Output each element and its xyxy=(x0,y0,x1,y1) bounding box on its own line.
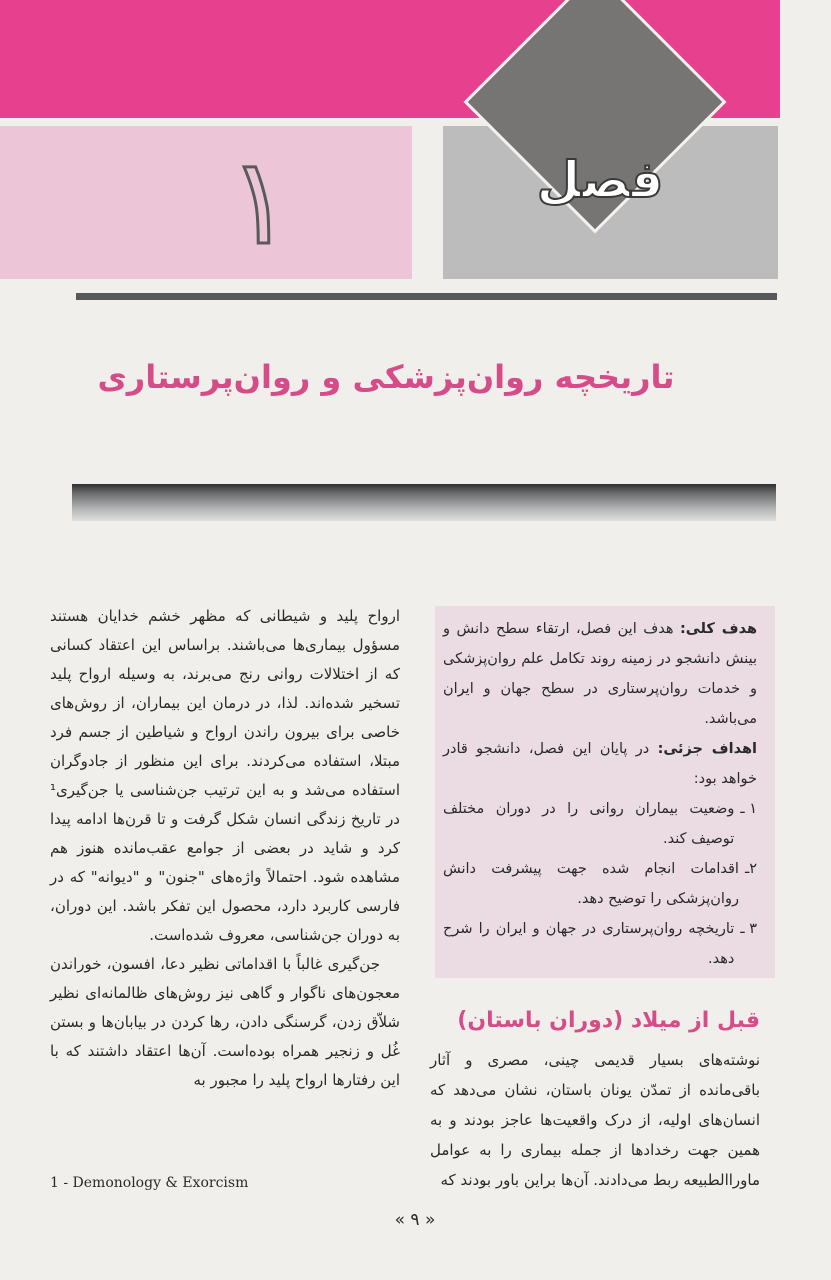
chapter-label: فصل xyxy=(536,151,664,209)
objective-item xyxy=(443,914,757,974)
objective-item-text: تاریخچه روان‌پرستاری در جهان و ایران را شرح دهد. xyxy=(443,921,735,967)
objective-item xyxy=(443,794,757,854)
objective-item-text: وضعیت بیماران روانی را در دوران مختلف توصیف کند. xyxy=(443,801,735,847)
objective-item-number: ۱ ـ xyxy=(740,801,757,817)
specific-objectives xyxy=(443,734,757,794)
body-paragraph: جن‌گیری غالباً با اقداماتی نظیر دعا، افسون، خوراندن معجون‌های ناگوار و گاهی نیز روش‌های ظالمانه‌ای نظیر شلاّق زدن، گرسنگی دادن، رها کردن در بیابان‌ها و بستن غُل و زنجیر همراه بوده‌است. آن‌ها اعتقاد داشتند که با این رفتارها ارواح پلید را مجبور به xyxy=(50,955,400,1089)
general-objective-text: هدف این فصل، ارتقاء سطح دانش و بینش دانشجو در زمینه روند تکامل علم روان‌پزشکی و خدمات روان‌پرستاری در سطح جهان و ایران می‌باشد. xyxy=(443,621,757,727)
chapter-number: ۱ xyxy=(227,132,293,272)
section-heading: قبل از میلاد (دوران باستان) xyxy=(457,1008,760,1033)
title-rule-bottom xyxy=(72,484,776,521)
chapter-title: تاریخچه روان‌پزشکی و روان‌پرستاری xyxy=(97,358,675,396)
objective-item-number: ۲ـ xyxy=(744,861,757,877)
specific-objectives-label: اهداف جزئی: xyxy=(657,741,757,757)
footnote: 1 - Demonology & Exorcism xyxy=(50,1175,249,1191)
general-objective xyxy=(443,614,757,734)
objective-item xyxy=(443,854,757,914)
specific-objectives-intro: در پایان این فصل، دانشجو قادر خواهد بود: xyxy=(443,741,757,787)
objective-item-text: اقدامات انجام شده جهت پیشرفت دانش روان‌پزشکی را توضیح دهد. xyxy=(443,861,739,907)
title-rule-top xyxy=(76,293,777,300)
page-number: « ۹ » xyxy=(394,1210,436,1230)
body-paragraph: ارواح پلید و شیطانی که مظهر خشم خدایان هستند مسؤول بیماری‌ها می‌باشند. براساس این اعتقاد کسانی که از اختلالات روانی رنج می‌برند، به وسیله ارواح پلید تسخیر شده‌اند. لذا، در درمان این بیماران، از روش‌های خاصی برای بیرون راندن ارواح و شیاطین از جسم فرد مبتلا، استفاده می‌کردند. برای این منظور از جادوگران استفاده می‌شد و به این ترتیب جن‌شناسی یا جن‌گیری¹ در تاریخ زندگی انسان شکل گرفت و تا قرن‌ها ادامه پیدا کرد و شاید در بعضی از جوامع عقب‌مانده هنوز هم مشاهده شود. احتمالاً واژه‌های "جنون" و "دیوانه" که در فارسی کاربرد دارد، محصول این تفکر باشد. این دوران، به دوران جن‌شناسی، معروف شده‌است. xyxy=(50,607,400,944)
objective-item-number: ۳ ـ xyxy=(740,921,757,937)
left-column xyxy=(50,602,400,1095)
objectives-box xyxy=(435,606,775,978)
section-paragraph: نوشته‌های بسیار قدیمی چینی، مصری و آثار باقی‌مانده از تمدّن یونان باستان، نشان می‌دهد که انسان‌های اولیه، از درک واقعیت‌ها عاجز بودند و به همین جهت رخدادها از جمله بیماری را به عوامل ماوراالطبیعه ربط می‌دادند. آن‌ها براین باور بودند که xyxy=(430,1051,760,1189)
general-objective-label: هدف کلی: xyxy=(679,621,757,637)
